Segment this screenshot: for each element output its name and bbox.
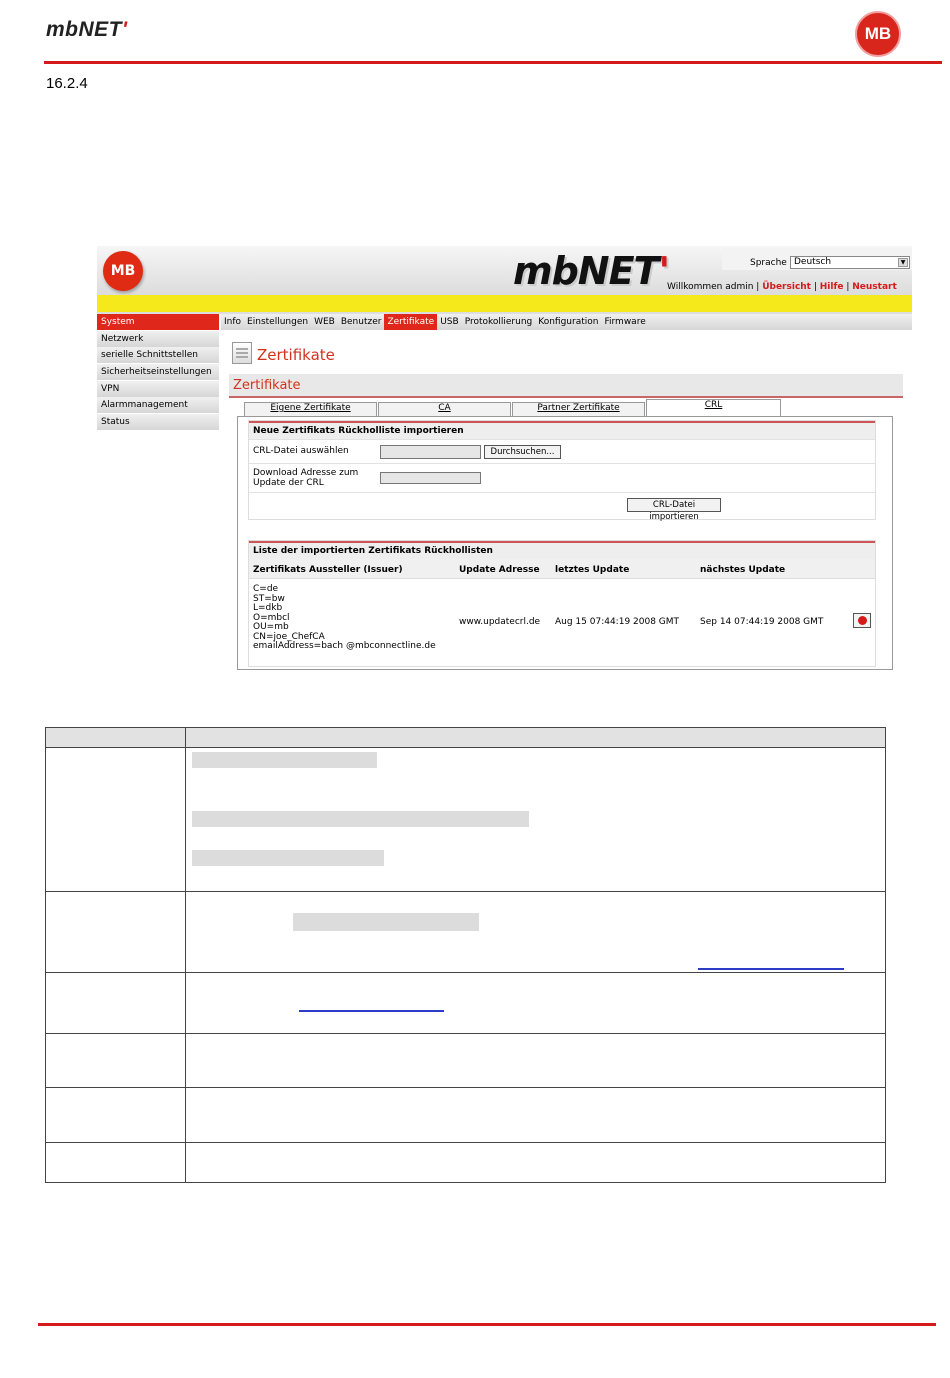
section-number: 16.2.4 — [46, 75, 88, 92]
welcome-text: Willkommen admin — [667, 282, 754, 292]
topnav-certificates[interactable]: Zertifikate — [384, 314, 437, 330]
issuer-ou: OU=mb — [253, 622, 289, 632]
section-title: Zertifikate — [233, 378, 301, 393]
issuer-cn: CN=joe_ChefCA — [253, 631, 325, 642]
redacted-text — [192, 752, 377, 768]
tab-ca[interactable]: CA — [378, 402, 511, 416]
row-divider — [46, 891, 885, 892]
app-header — [97, 246, 912, 295]
mbnet-web-ui-screenshot — [97, 246, 912, 674]
tab-own-certificates[interactable]: Eigene Zertifikate — [244, 402, 377, 416]
col-issuer: Zertifikats Aussteller (Issuer) — [253, 565, 403, 575]
link-help[interactable]: Hilfe — [819, 282, 844, 292]
language-label: Sprache — [750, 258, 787, 268]
topnav-settings[interactable]: Einstellungen — [247, 317, 309, 327]
description-table — [45, 727, 886, 1183]
import-form-title: Neue Zertifikats Rückholliste importieren — [249, 421, 875, 439]
topnav-info[interactable]: Info — [224, 317, 242, 327]
crl-file-input[interactable] — [380, 445, 481, 459]
tab-crl[interactable]: CRL — [646, 399, 781, 417]
sidebar-item-serial[interactable]: serielle Schnittstellen — [97, 347, 219, 363]
col-next-update: nächstes Update — [700, 565, 786, 575]
certificate-tabs — [244, 399, 894, 416]
download-address-row — [249, 463, 875, 492]
language-select[interactable] — [790, 256, 910, 269]
next-update-cell: Sep 14 07:44:19 2008 GMT — [700, 617, 824, 627]
section-title-bar — [229, 374, 903, 398]
download-address-input[interactable] — [380, 472, 481, 484]
crl-file-label: CRL-Datei auswählen — [253, 446, 349, 456]
issuer-c: C=de — [253, 584, 279, 594]
hyperlink-underline[interactable] — [698, 968, 844, 970]
topnav-firmware[interactable]: Firmware — [604, 317, 646, 327]
delete-crl-icon[interactable] — [853, 613, 871, 628]
import-crl-button[interactable]: CRL-Datei importieren — [627, 498, 721, 512]
crl-list — [248, 540, 876, 667]
download-label-line-1: Download Adresse zum — [253, 468, 359, 478]
topnav-logging[interactable]: Protokollierung — [464, 317, 533, 327]
crl-file-row — [249, 439, 875, 463]
issuer-email: emailAddress=bach @mbconnectline.de — [253, 641, 436, 651]
topnav-usb[interactable]: USB — [440, 317, 459, 327]
issuer-o: O=mbcl — [253, 612, 290, 623]
link-restart[interactable]: Neustart — [852, 282, 897, 292]
page-title: Zertifikate — [257, 346, 335, 364]
redacted-text — [192, 811, 529, 827]
row-divider — [46, 1033, 885, 1034]
col-update-address: Update Adresse — [459, 565, 540, 575]
tab-partner-certificates[interactable]: Partner Zertifikate — [512, 402, 645, 416]
sidebar-item-status[interactable]: Status — [97, 414, 219, 430]
import-button-row — [249, 492, 875, 522]
yellow-bar — [97, 295, 912, 312]
crl-list-title: Liste der importierten Zertifikats Rückhollisten — [249, 541, 875, 559]
crl-panel — [237, 416, 893, 670]
import-crl-form — [248, 420, 876, 520]
sidebar-item-alarm[interactable]: Alarmmanagement — [97, 397, 219, 413]
app-logo: mbNET' — [513, 249, 670, 293]
language-box — [722, 248, 912, 270]
app-badge-logo: MB — [103, 251, 143, 291]
welcome-bar: Willkommen admin | Übersicht | Hilfe | Neustart — [667, 282, 897, 292]
chevron-down-icon: ▼ — [898, 258, 908, 267]
table-row — [249, 579, 875, 665]
header-rule — [44, 61, 942, 64]
document-brand-logo: mbNET' — [46, 18, 128, 41]
sidebar-item-network[interactable]: Netzwerk — [97, 331, 219, 347]
table-header-row — [46, 728, 885, 748]
column-divider — [185, 728, 186, 1182]
topnav-web[interactable]: WEB — [314, 317, 335, 327]
row-divider — [46, 1087, 885, 1088]
redacted-text — [192, 850, 384, 866]
topnav-users[interactable]: Benutzer — [340, 317, 382, 327]
link-overview[interactable]: Übersicht — [762, 282, 811, 292]
sidebar — [97, 314, 219, 431]
hyperlink-underline[interactable] — [299, 1010, 444, 1012]
update-address-cell: www.updatecrl.de — [459, 617, 541, 627]
row-divider — [46, 1142, 885, 1143]
certificate-icon — [232, 342, 252, 364]
redacted-text — [293, 913, 479, 931]
footer-rule — [38, 1323, 936, 1326]
top-navigation — [221, 314, 912, 330]
issuer-st: ST=bw — [253, 593, 285, 604]
issuer-details — [253, 585, 436, 652]
sidebar-item-system[interactable]: System — [97, 314, 219, 330]
row-divider — [46, 972, 885, 973]
sidebar-item-vpn[interactable]: VPN — [97, 381, 219, 397]
mb-badge-logo: MB — [855, 11, 901, 57]
download-address-label — [253, 468, 358, 488]
last-update-cell: Aug 15 07:44:19 2008 GMT — [555, 617, 680, 627]
language-selected-value: Deutsch — [794, 257, 832, 267]
col-last-update: letztes Update — [555, 565, 630, 575]
issuer-l: L=dkb — [253, 603, 283, 613]
browse-button[interactable]: Durchsuchen... — [484, 445, 561, 459]
sidebar-item-security[interactable]: Sicherheitseinstellungen — [97, 364, 219, 380]
crl-list-header — [249, 559, 875, 579]
topnav-configuration[interactable]: Konfiguration — [538, 317, 599, 327]
download-label-line-2: Update der CRL — [253, 478, 324, 488]
